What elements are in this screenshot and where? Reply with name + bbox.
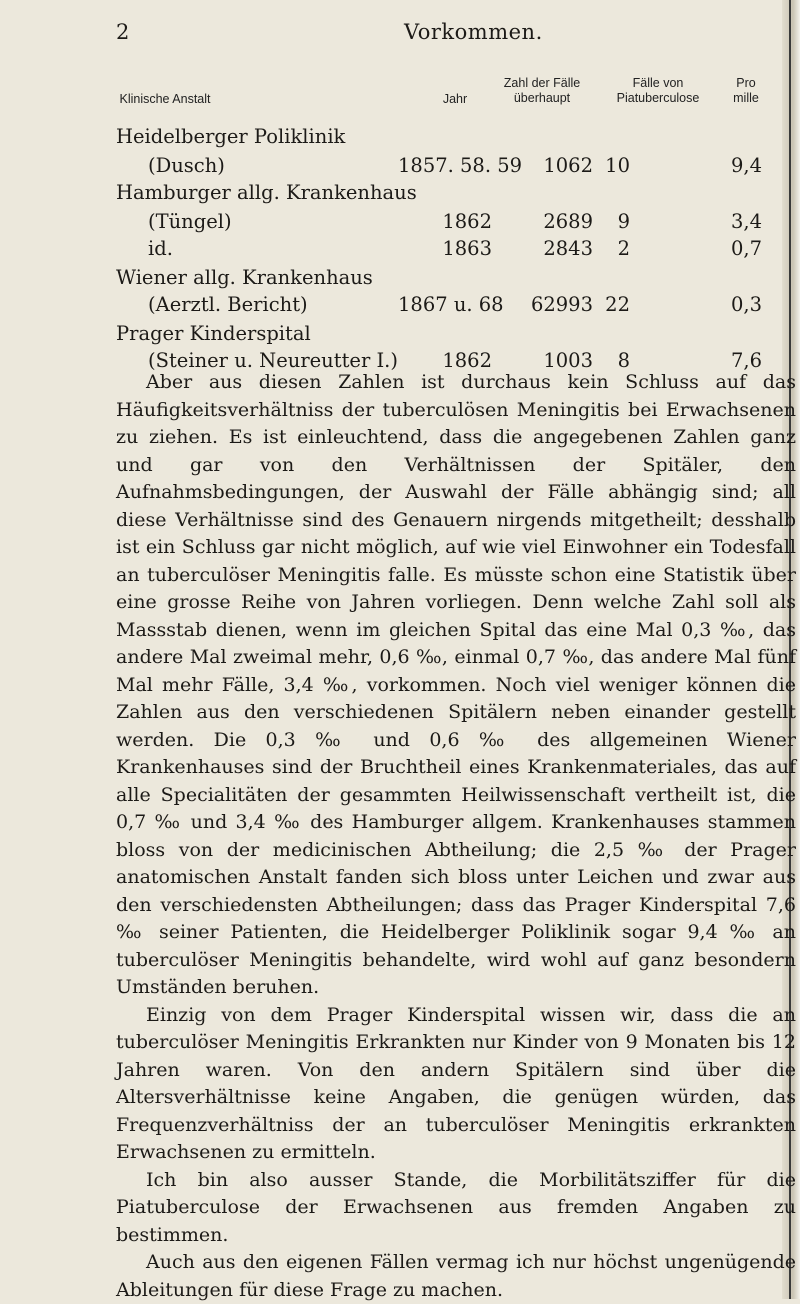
row-source: (Tüngel) <box>148 210 232 233</box>
column-header-pro-mille: Pro mille <box>733 76 759 105</box>
cell-faelle: 9 <box>617 210 630 233</box>
page-number: 2 <box>116 20 130 44</box>
row-institution-name: Wiener allg. Krankenhaus <box>116 266 373 289</box>
page-header <box>0 20 790 50</box>
cell-zahl: 1062 <box>543 154 593 177</box>
row-source: (Dusch) <box>148 154 225 177</box>
cell-jahr: 1863 <box>442 237 492 260</box>
row-source: (Aerztl. Bericht) <box>148 293 308 316</box>
paragraph: Aber aus diesen Zahlen ist durchaus kein Schluss auf das Häufigkeitsverhältniss der tuberculösen Meningitis bei Erwachsenen zu ziehen. Es ist einleuchtend, dass die angegebenen Zahlen ganz und gar von den Verhältnissen der Spitäler, den Aufnahmsbedingungen, der Auswahl der Fälle abhängig sind; all diese Verhältnisse sind des Genauern nirgends mitgetheilt; desshalb ist ein Schluss gar nicht möglich, auf wie viel Einwohner ein Todesfall an tuberculöser Meningitis falle. Es müsste schon eine Statistik über eine grosse Reihe von Jahren vorliegen. Denn welche Zahl soll als Massstab dienen, wenn im gleichen Spital das eine Mal 0,3 ‰, das andere Mal zweimal mehr, 0,6 ‰, einmal 0,7 ‰, das andere Mal fünf Mal mehr Fälle, 3,4 ‰, vorkommen. Noch viel weniger können die Zahlen aus den verschiedenen Spitälern neben einander gestellt werden. Die 0,3 ‰ und 0,6 ‰ des allgemeinen Wiener Krankenhauses sind der Bruchtheil eines Krankenmateriales, das auf alle Specialitäten der gesammten Heilwissenschaft vertheilt ist, die 0,7 ‰ und 3,4 ‰ des Hamburger allgem. Krankenhauses stammen bloss von der medicinischen Abtheilung; die 2,5 ‰ der Prager anatomischen Anstalt fanden sich bloss unter Leichen und zwar aus den verschiedensten Abtheilungen; dass das Prager Kinderspital 7,6 ‰ seiner Patienten, die Heidelberger Poliklinik sogar 9,4 ‰ an tuberculöser Meningitis behandelte, wird wohl auf ganz besondern Umständen beruhen. <box>116 371 796 998</box>
column-header-jahr: Jahr <box>442 92 468 106</box>
cell-faelle: 8 <box>617 349 630 372</box>
column-header-anstalt: Klinische Anstalt <box>119 92 211 106</box>
row-institution-name: Hamburger allg. Krankenhaus <box>116 181 417 204</box>
cell-pro-mille: 0,3 <box>730 293 762 316</box>
cell-faelle: 2 <box>617 237 630 260</box>
cell-zahl: 2843 <box>543 237 593 260</box>
cell-zahl: 62993 <box>530 293 593 316</box>
cell-zahl: 1003 <box>543 349 593 372</box>
row-source: id. <box>148 237 173 260</box>
cell-pro-mille: 3,4 <box>730 210 762 233</box>
row-institution-name: Heidelberger Poliklinik <box>116 125 346 148</box>
cell-zahl: 2689 <box>543 210 593 233</box>
cell-jahr: 1867 u. 68 <box>398 293 504 316</box>
cell-pro-mille: 7,6 <box>730 349 762 372</box>
column-header-zahl: Zahl der Fälle überhaupt <box>503 76 581 105</box>
cell-jahr: 1862 <box>442 210 492 233</box>
row-source: (Steiner u. Neureutter I.) <box>148 349 398 372</box>
paragraph: Auch aus den eigenen Fällen vermag ich nur höchst ungenügende Ableitungen für diese Frage zu machen. <box>116 1251 796 1301</box>
cell-jahr: 1857. 58. 59 <box>398 154 523 177</box>
cell-pro-mille: 0,7 <box>730 237 762 260</box>
cell-faelle: 22 <box>605 293 630 316</box>
cell-jahr: 1862 <box>442 349 492 372</box>
column-header-faelle: Fälle von Piatuberculose <box>616 76 700 105</box>
row-institution-name: Prager Kinderspital <box>116 322 311 345</box>
cell-faelle: 10 <box>605 154 630 177</box>
running-title: Vorkommen. <box>404 20 543 44</box>
paragraph: Ich bin also ausser Stande, die Morbilitätsziffer für die Piatuberculose der Erwachsenen aus fremden Angaben zu bestimmen. <box>116 1168 796 1246</box>
paragraph: Einzig von dem Prager Kinderspital wissen wir, dass die an tuberculöser Meningitis Erkrankten nur Kinder von 9 Monaten bis 12 Jahren waren. Von den andern Spitälern sind über die Altersverhältnisse keine Angaben, die genügen würden, das Frequenzverhältniss der an tuberculöser Meningitis erkrankten Erwachsenen zu ermitteln. <box>116 1003 796 1163</box>
body-text <box>116 369 796 1304</box>
cell-pro-mille: 9,4 <box>730 154 762 177</box>
